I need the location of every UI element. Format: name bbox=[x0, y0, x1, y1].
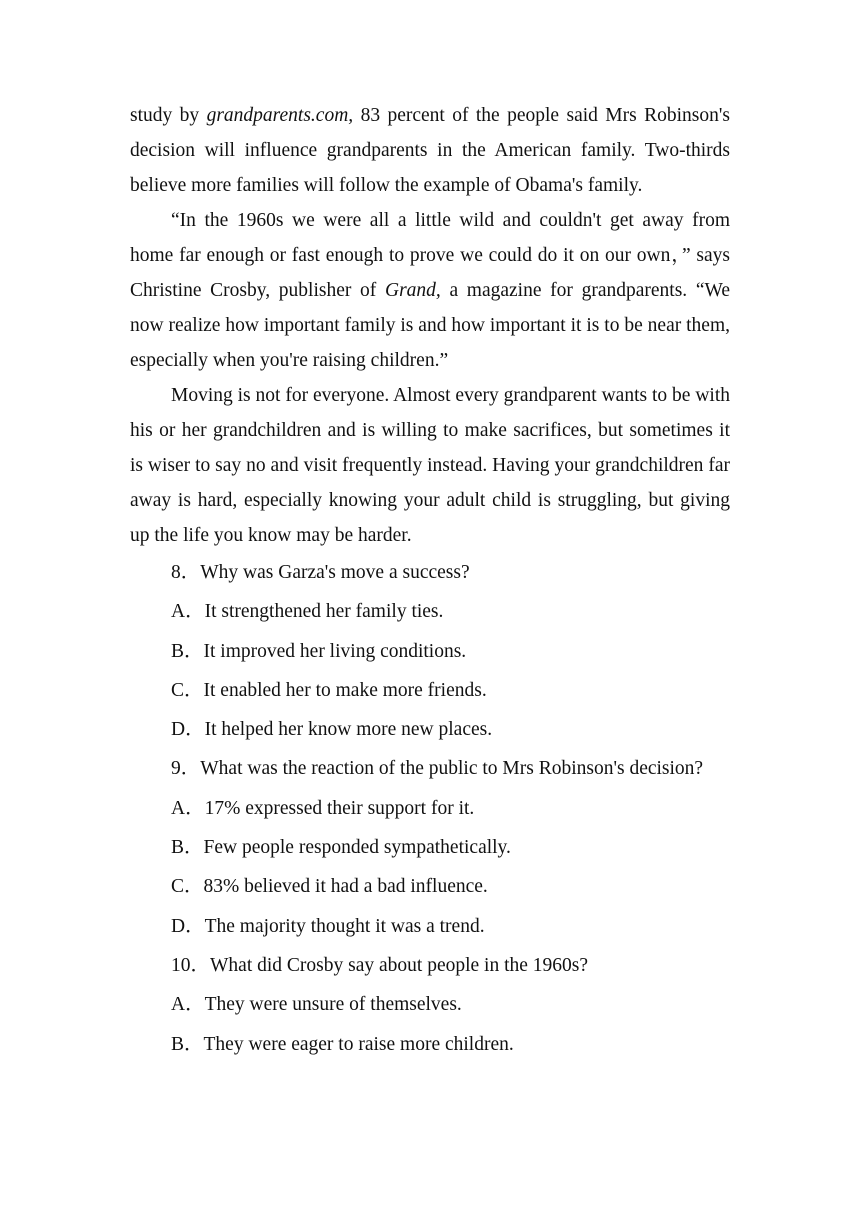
option-text: It improved her living conditions. bbox=[203, 640, 467, 662]
option-text: They were eager to raise more children. bbox=[203, 1033, 514, 1055]
option-letter: A． bbox=[171, 601, 205, 623]
paragraph-moving bbox=[130, 378, 730, 553]
answer-option bbox=[130, 592, 730, 631]
question-text: What was the reaction of the public to Mrs Robinson's decision? bbox=[200, 758, 704, 780]
answer-option bbox=[130, 828, 730, 867]
question-stem bbox=[130, 553, 730, 592]
answer-option bbox=[130, 985, 730, 1024]
question-stem bbox=[130, 749, 730, 788]
document-page bbox=[130, 98, 730, 1064]
option-text: 83% believed it had a bad influence. bbox=[203, 876, 488, 898]
paragraph-text: study by bbox=[130, 105, 207, 126]
option-text: Few people responded sympathetically. bbox=[203, 837, 511, 859]
option-letter: B． bbox=[171, 837, 204, 859]
option-text: It helped her know more new places. bbox=[204, 719, 493, 741]
option-letter: B． bbox=[171, 640, 204, 662]
paragraph-text: Moving is not for everyone. Almost every grandparent wants to be with his or her grandchildren and is willing to make sacrifices, but sometimes it is wiser to say no and visit frequently instead. Having your grandchildren far away is hard, especially knowing your adult child is struggling, but giving up the life you know may be harder. bbox=[130, 385, 730, 546]
paragraph-study-results bbox=[130, 98, 730, 203]
option-text: It enabled her to make more friends. bbox=[203, 679, 487, 701]
paragraph-text: a magazine for grandparents. “We now realize how important family is and how important it is to be near them, especially when you're raising children.” bbox=[130, 280, 731, 371]
answer-option bbox=[130, 867, 730, 906]
question-number: 8． bbox=[171, 562, 201, 583]
option-text: They were unsure of themselves. bbox=[204, 994, 462, 1016]
answer-option bbox=[130, 710, 730, 749]
question-text: What did Crosby say about people in the 1960s? bbox=[210, 954, 589, 976]
question-list bbox=[130, 553, 730, 1064]
question-number: 9． bbox=[171, 758, 201, 780]
option-letter: D． bbox=[171, 915, 205, 937]
option-text: 17% expressed their support for it. bbox=[204, 797, 475, 819]
answer-option bbox=[130, 632, 730, 671]
option-letter: A． bbox=[171, 797, 205, 819]
paragraph-crosby-quote bbox=[130, 203, 730, 378]
option-text: The majority thought it was a trend. bbox=[204, 915, 485, 937]
option-letter: A． bbox=[171, 994, 205, 1016]
answer-option bbox=[130, 789, 730, 828]
question-stem bbox=[130, 946, 730, 985]
magazine-name: Grand, bbox=[384, 280, 441, 301]
option-letter: B． bbox=[171, 1033, 204, 1055]
answer-option bbox=[130, 907, 730, 946]
answer-option bbox=[130, 671, 730, 710]
paragraph-text: “In the 1960s we were all a little wild and couldn't get away from home far enough or fast enough to prove we could do it on our own，” says Christine Crosby, publisher of bbox=[130, 210, 730, 301]
question-text: Why was Garza's move a success? bbox=[200, 562, 470, 583]
option-letter: C． bbox=[171, 876, 204, 898]
option-letter: D． bbox=[171, 719, 205, 741]
option-letter: C． bbox=[171, 679, 204, 701]
option-text: It strengthened her family ties. bbox=[204, 601, 444, 623]
paragraph-text: 83 percent of the people said Mrs Robinson's decision will influence grandparents in the American family. Two-thirds believe more families will follow the example of Obama's family. bbox=[130, 105, 730, 196]
answer-option bbox=[130, 1025, 730, 1064]
website-name: grandparents.com, bbox=[206, 105, 354, 126]
question-number: 10． bbox=[171, 954, 211, 976]
